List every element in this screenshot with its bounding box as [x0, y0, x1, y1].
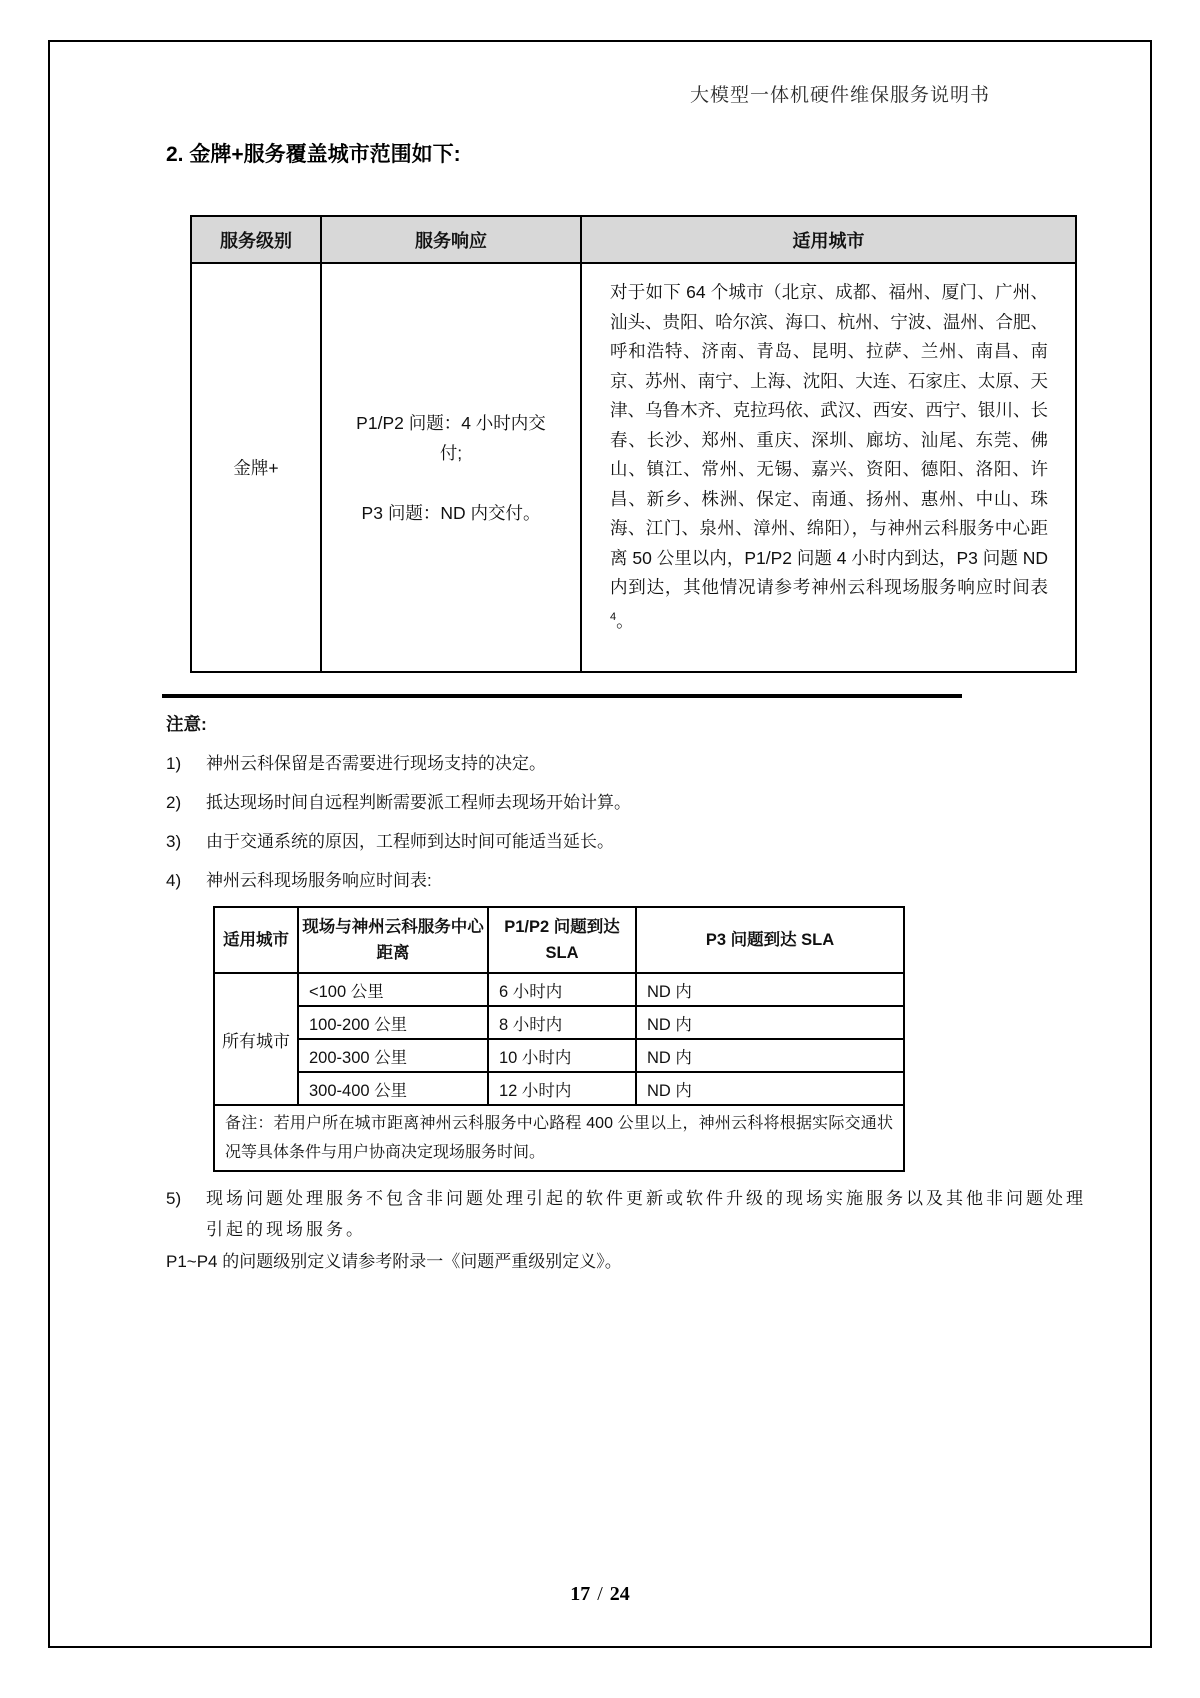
service-level-cell: 金牌+ — [191, 263, 321, 672]
response-time-row — [214, 1072, 904, 1105]
note-number: 2) — [166, 793, 182, 812]
applicable-cities-cell — [581, 263, 1076, 672]
p3-sla-cell: ND 内 — [636, 1006, 904, 1039]
response-time-row — [214, 1006, 904, 1039]
distance-cell: <100 公里 — [298, 973, 488, 1006]
remark-cell: 备注：若用户所在城市距离神州云科服务中心路程 400 公里以上，神州云科将根据实际交通状况等具体条件与用户协商决定现场服务时间。 — [214, 1105, 904, 1171]
note-item-1 — [166, 752, 1086, 775]
service-response-cell — [321, 263, 581, 672]
response-time-table — [213, 906, 905, 1172]
rt-col-p1p2-sla: P1/P2 问题到达 SLA — [488, 907, 636, 973]
note-number: 5) — [166, 1189, 182, 1208]
section-divider-rule — [162, 694, 962, 698]
note-number: 3) — [166, 832, 182, 851]
coverage-table-row — [191, 263, 1076, 672]
response-time-row — [214, 1039, 904, 1072]
response-line-p1p2: P1/P2 问题：4 小时内交付; — [356, 412, 546, 463]
notice-label: 注意: — [166, 714, 207, 734]
note-number: 4) — [166, 871, 182, 890]
response-time-header-row — [214, 907, 904, 973]
remark-row — [214, 1105, 904, 1171]
note-text: 神州云科现场服务响应时间表: — [206, 871, 432, 890]
cities-text: 对于如下 64 个城市（北京、成都、福州、厦门、广州、汕头、贵阳、哈尔滨、海口、杭州、宁波、温州、合肥、呼和浩特、济南、青岛、昆明、拉萨、兰州、南昌、南京、苏州、南宁、上海、沈阳、大连、石家庄、太原、天津、乌鲁木齐、克拉玛依、武汉、西安、西宁、银川、长春、长沙、郑州、重庆、深圳、廊坊、汕尾、东莞、佛山、镇江、常州、无锡、嘉兴、资阳、德阳、洛阳、许昌、新乡、株洲、保定、南通、扬州、惠州、中山、珠海、江门、泉州、漳州、绵阳），与神州云科服务中心距离 50 公里以内，P1/P2 问题 4 小时内到达，P3 问题 ND 内到达，其他情况请参考神州云科现场服务响应时间表 — [610, 282, 1048, 597]
coverage-table-header-row — [191, 216, 1076, 263]
coverage-col-applicable-cities: 适用城市 — [581, 216, 1076, 263]
coverage-col-service-level: 服务级别 — [191, 216, 321, 263]
note-item-3 — [166, 830, 1086, 853]
footer-page-total: 24 — [609, 1583, 630, 1605]
notes-list — [166, 752, 1086, 908]
p1p2-sla-cell: 8 小时内 — [488, 1006, 636, 1039]
page-footer — [0, 1583, 1200, 1606]
distance-cell: 100-200 公里 — [298, 1006, 488, 1039]
p1p2-sla-cell: 12 小时内 — [488, 1072, 636, 1105]
rt-col-applicable-cities: 适用城市 — [214, 907, 298, 973]
document-header-title: 大模型一体机硬件维保服务说明书 — [689, 85, 990, 106]
section-heading: 2. 金牌+服务覆盖城市范围如下: — [166, 143, 461, 166]
note-text: 抵达现场时间自远程判断需要派工程师去现场开始计算。 — [206, 793, 631, 812]
rt-col-p3-sla: P3 问题到达 SLA — [636, 907, 904, 973]
note-item-5 — [166, 1183, 1086, 1245]
note-text: 神州云科保留是否需要进行现场支持的决定。 — [206, 754, 546, 773]
p3-sla-cell: ND 内 — [636, 1039, 904, 1072]
coverage-col-service-response: 服务响应 — [321, 216, 581, 263]
note-text: 由于交通系统的原因，工程师到达时间可能适当延长。 — [206, 832, 614, 851]
distance-cell: 200-300 公里 — [298, 1039, 488, 1072]
response-line-p3: P3 问题：ND 内交付。 — [361, 502, 541, 523]
footer-separator: / — [597, 1583, 603, 1605]
note-item-4 — [166, 869, 1086, 892]
footer-page-number: 17 — [570, 1583, 591, 1605]
city-scope-cell: 所有城市 — [214, 973, 298, 1105]
cities-text-end: 。 — [616, 610, 634, 631]
p3-sla-cell: ND 内 — [636, 973, 904, 1006]
note-number: 1) — [166, 754, 182, 773]
p3-sla-cell: ND 内 — [636, 1072, 904, 1105]
p1p2-sla-cell: 10 小时内 — [488, 1039, 636, 1072]
note-item-2 — [166, 791, 1086, 814]
response-time-row — [214, 973, 904, 1006]
closing-paragraph: P1~P4 的问题级别定义请参考附录一《问题严重级别定义》。 — [166, 1252, 622, 1271]
rt-col-distance: 现场与神州云科服务中心距离 — [298, 907, 488, 973]
footnote-reference: 4 — [610, 610, 617, 623]
note-text: 现场问题处理服务不包含非问题处理引起的软件更新或软件升级的现场实施服务以及其他非问题处理引起的现场服务。 — [206, 1189, 1086, 1239]
coverage-table — [190, 215, 1077, 673]
distance-cell: 300-400 公里 — [298, 1072, 488, 1105]
p1p2-sla-cell: 6 小时内 — [488, 973, 636, 1006]
